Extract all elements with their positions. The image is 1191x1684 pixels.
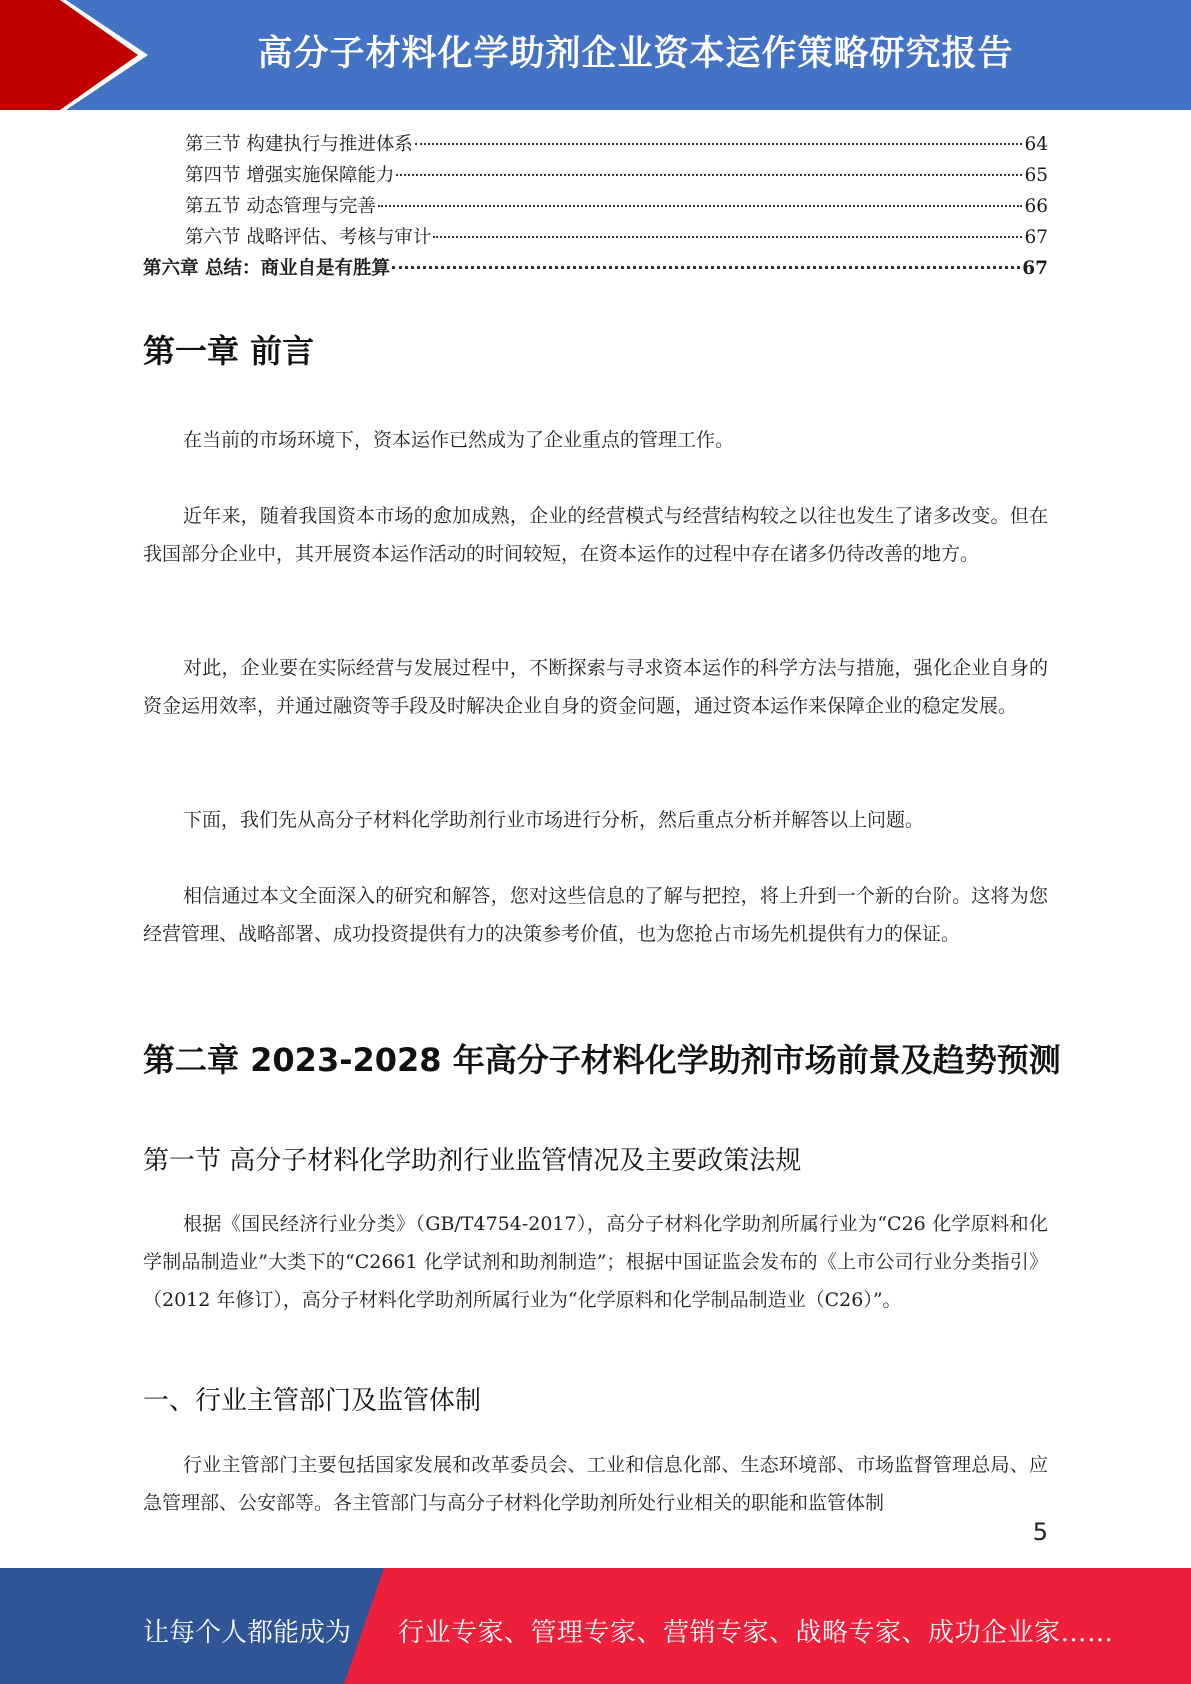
- chapter-2-heading: 第二章 2023-2028 年高分子材料化学助剂市场前景及趋势预测: [143, 1041, 1061, 1079]
- toc-entry-label: 第四节 增强实施保障能力: [185, 165, 395, 186]
- toc-leader-dots: [378, 205, 1023, 207]
- toc-chapter-entry[interactable]: [143, 254, 1048, 285]
- toc-leader-dots: [392, 266, 1020, 269]
- toc-entry-page: 66: [1024, 196, 1048, 217]
- header-arrow-graphic: [0, 0, 160, 110]
- section-1-heading: 第一节 高分子材料化学助剂行业监管情况及主要政策法规: [143, 1146, 802, 1176]
- footer-slogan-lead: 让每个人都能成为: [143, 1618, 352, 1648]
- subsection-heading: 一、行业主管部门及监管体制: [143, 1386, 482, 1416]
- toc-entry[interactable]: [143, 130, 1048, 161]
- toc-leader-dots: [396, 174, 1022, 176]
- footer-slogan-roles: 行业专家、管理专家、营销专家、战略专家、成功企业家……: [398, 1618, 1114, 1648]
- paragraph: 对此，企业要在实际经营与发展过程中，不断探索与寻求资本运作的科学方法与措施，强化企业自身的资金运用效率，并通过融资等手段及时解决企业自身的资金问题，通过资本运作来保障企业的稳定发展。: [143, 657, 1048, 717]
- toc-entry-page: 67: [1024, 227, 1048, 248]
- paragraph: 行业主管部门主要包括国家发展和改革委员会、工业和信息化部、生态环境部、市场监督管理总局、应急管理部、公安部等。各主管部门与高分子材料化学助剂所处行业相关的职能和监管体制: [143, 1454, 1048, 1514]
- toc-entry[interactable]: [143, 192, 1048, 223]
- page-number: 5: [1032, 1518, 1048, 1546]
- paragraph: 相信通过本文全面深入的研究和解答，您对这些信息的了解与把控，将上升到一个新的台阶。这将为您经营管理、战略部署、成功投资提供有力的决策参考价值，也为您抢占市场先机提供有力的保证。: [143, 885, 1048, 945]
- toc-entry-label: 第五节 动态管理与完善: [185, 196, 376, 217]
- table-of-contents: [143, 130, 1048, 285]
- toc-entry-page: 65: [1024, 165, 1048, 186]
- paragraph: 近年来，随着我国资本市场的愈加成熟，企业的经营模式与经营结构较之以往也发生了诸多改变。但在我国部分企业中，其开展资本运作活动的时间较短，在资本运作的过程中存在诸多仍待改善的地方。: [143, 505, 1048, 565]
- toc-entry-label: 第三节 构建执行与推进体系: [185, 134, 413, 155]
- report-header: [0, 0, 1191, 110]
- toc-entry[interactable]: [143, 161, 1048, 192]
- paragraph: 下面，我们先从高分子材料化学助剂行业市场进行分析，然后重点分析并解答以上问题。: [183, 809, 925, 831]
- paragraph: 在当前的市场环境下，资本运作已然成为了企业重点的管理工作。: [183, 429, 735, 451]
- toc-leader-dots: [415, 143, 1023, 145]
- toc-entry-label: 第六章 总结：商业自是有胜算: [143, 258, 390, 279]
- report-title: 高分子材料化学助剂企业资本运作策略研究报告: [257, 34, 1014, 74]
- toc-entry-page: 64: [1024, 134, 1048, 155]
- toc-entry-page: 67: [1022, 258, 1048, 279]
- toc-entry[interactable]: [143, 223, 1048, 254]
- report-footer: [0, 1568, 1191, 1684]
- chapter-1-heading: 第一章 前言: [143, 332, 315, 370]
- toc-leader-dots: [433, 236, 1022, 238]
- toc-entry-label: 第六节 战略评估、考核与审计: [185, 227, 432, 248]
- paragraph: 根据《国民经济行业分类》（GB/T4754-2017），高分子材料化学助剂所属行业为“C26 化学原料和化学制品制造业”大类下的“C2661 化学试剂和助剂制造”；根据中国证监会发布的《上市公司行业分类指引》（2012 年修订），高分子材料化学助剂所属行业为“化学原料和化学制品制造业（C26）”。: [143, 1213, 1048, 1311]
